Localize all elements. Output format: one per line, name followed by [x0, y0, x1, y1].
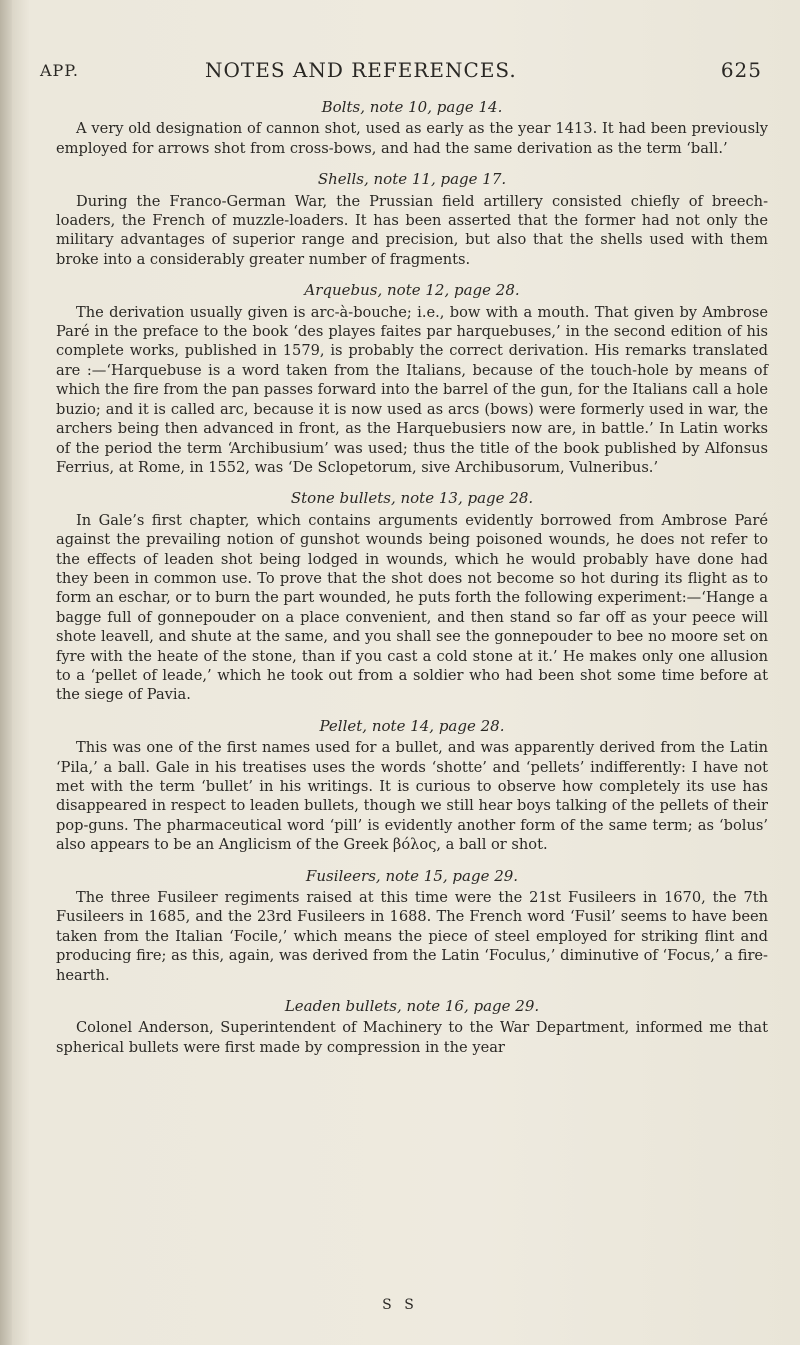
- note-heading: Pellet, note 14, page 28.: [319, 716, 505, 735]
- header-section-label: APP.: [40, 61, 79, 80]
- page-gutter: [0, 0, 12, 1345]
- running-header: [40, 58, 762, 88]
- note-heading: Stone bullets, note 13, page 28.: [290, 489, 534, 508]
- note-body: This was one of the first names used for a bullet, and was apparently derived from the Latin ‘Pila,’ a ball. Gale in his treatises uses the words ‘shotte’ and ‘pellets’ indifferently: I have not met with the term ‘bullet’ in his writings. It is curious to observe how completely its use has disappeared in respect to leaden bullets, though we still hear boys talking of the pellets of their pop-guns. The pharmaceutical word ‘pill’ is evidently another form of the same term; as ‘bolus’ also appears to be an Anglicism of the Greek βόλος, a ball or shot.: [56, 739, 768, 854]
- note-fusileers: [56, 867, 768, 985]
- note-body: In Gale’s first chapter, which contains arguments evidently borrowed from Ambrose Paré against the prevailing notion of gunshot wounds being poisoned wounds, he does not refer to the effects of leaden shot being lodged in wounds, which he would probably have done had they been in common use. To prove that the shot does not become so hot during its flight as to form an eschar, or to burn the part wounded, he puts forth the following experiment:—‘Hange a bagge full of gonnepouder on a place convenient, and then stand so far off as your peece will shote leavell, and shute at the same, and you shall see the gonnepouder to bee no moore set on fyre with the heate of the stone, than if you cast a cold stone at it.’ He makes only one allusion to a ‘pellet of leade,’ which he took out from a soldier who had been shot some time before at the siege of Pavia.: [56, 511, 768, 704]
- page-number: 625: [720, 58, 762, 82]
- header-title: NOTES AND REFERENCES.: [205, 58, 517, 82]
- note-arquebus: [56, 281, 768, 477]
- note-pellet: [56, 717, 768, 855]
- note-stone-bullets: [56, 489, 768, 704]
- page-content: [56, 98, 768, 1069]
- note-heading: Arquebus, note 12, page 28.: [304, 281, 520, 300]
- note-body: The derivation usually given is arc-à-bouche; i.e., bow with a mouth. That given by Ambrose Paré in the preface to the book ‘des playes faites par harquebuses,’ in the second edition of his complete works, published in 1579, is probably the correct derivation. His remarks translated are :—‘Harquebuse is a word taken from the Italians, because of the touch-hole by means of which the fire from the pan passes forward into the barrel of the gun, for the Italians call a hole buzio; and it is called arc, because it is now used as arcs (bows) were formerly used in war, the archers being then advanced in front, as the Harquebusiers now are, in battle.’ In Latin works of the period the term ‘Archibusium’ was used; thus the title of the book published by Alfonsus Ferrius, at Rome, in 1552, was ‘De Sclopetorum, sive Archibusorum, Vulneribus.’: [56, 303, 768, 476]
- note-heading: Fusileers, note 15, page 29.: [305, 866, 519, 885]
- note-body: Colonel Anderson, Superintendent of Machinery to the War Department, informed me that spherical bullets were first made by compression in the year: [56, 1019, 768, 1056]
- note-body: The three Fusileer regiments raised at this time were the 21st Fusileers in 1670, the 7th Fusileers in 1685, and the 23rd Fusileers in 1688. The French word ‘Fusil’ seems to have been taken from the Italian ‘Focile,’ which means the piece of steel employed for striking flint and producing fire; as this, again, was derived from the Latin ‘Foculus,’ diminutive of ‘Focus,’ a fire-hearth.: [56, 889, 768, 984]
- note-heading: Shells, note 11, page 17.: [317, 170, 507, 189]
- note-shells: [56, 170, 768, 269]
- note-body: During the Franco-German War, the Prussian field artillery consisted chiefly of breech-loaders, the French of muzzle-loaders. It has been asserted that the former had not only the military advantages of superior range and precision, but also that the shells used with them broke into a considerably greater number of fragments.: [56, 192, 768, 268]
- note-leaden-bullets: [56, 997, 768, 1057]
- signature-mark: S S: [382, 1297, 418, 1313]
- note-heading: Leaden bullets, note 16, page 29.: [284, 997, 540, 1016]
- note-body: A very old designation of cannon shot, used as early as the year 1413. It had been previously employed for arrows shot from cross-bows, and had the same derivation as the term ‘ball.’: [56, 120, 768, 157]
- note-bolts: [56, 98, 768, 158]
- note-heading: Bolts, note 10, page 14.: [321, 98, 503, 116]
